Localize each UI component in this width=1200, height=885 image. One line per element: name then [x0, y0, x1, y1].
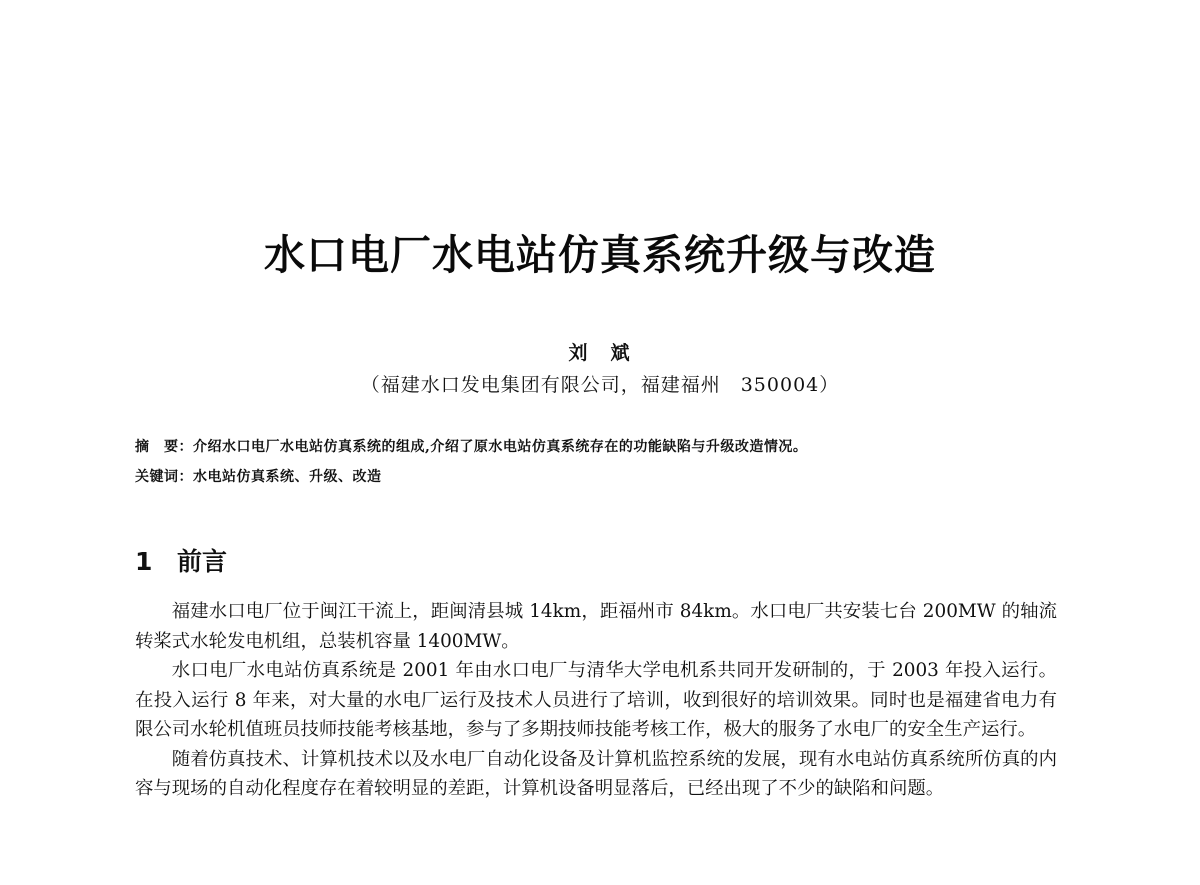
keywords-label: 关键词： — [135, 469, 193, 485]
author-name: 刘 斌 — [568, 342, 632, 364]
abstract-label: 摘 要： — [135, 439, 193, 455]
paragraph: 水口电厂水电站仿真系统是 2001 年由水口电厂与清华大学电机系共同开发研制的，于 2003 年投入运行。在投入运行 8 年来，对大量的水电厂运行及技术人员进行了培训，收到很好的培训效果。同时也是福建省电力有限公司水轮机值班员技师技能考核基地，参与了多期技师技能考核工作，极大的服务了水电厂的安全生产运行。 — [135, 660, 1057, 740]
body-text — [135, 597, 1057, 804]
abstract-text: 介绍水口电厂水电站仿真系统的组成,介绍了原水电站仿真系统存在的功能缺陷与升级改造情况。 — [193, 439, 808, 455]
paper-title: 水口电厂水电站仿真系统升级与改造 — [264, 231, 936, 279]
paragraph: 福建水口电厂位于闽江干流上，距闽清县城 14km，距福州市 84km。水口电厂共安装七台 200MW 的轴流转桨式水轮发电机组，总装机容量 1400MW。 — [135, 601, 1057, 652]
abstract — [135, 436, 1075, 456]
keywords — [135, 466, 1075, 486]
section-title: 前言 — [177, 547, 228, 576]
paragraph: 随着仿真技术、计算机技术以及水电厂自动化设备及计算机监控系统的发展，现有水电站仿真系统所仿真的内容与现场的自动化程度存在着较明显的差距，计算机设备明显落后，已经出现了不少的缺陷和问题。 — [135, 748, 1057, 799]
author-affiliation: （福建水口发电集团有限公司，福建福州 350004） — [360, 374, 840, 396]
section-heading — [135, 542, 227, 578]
section-number: 1 — [135, 547, 153, 576]
keywords-text: 水电站仿真系统、升级、改造 — [193, 469, 382, 485]
